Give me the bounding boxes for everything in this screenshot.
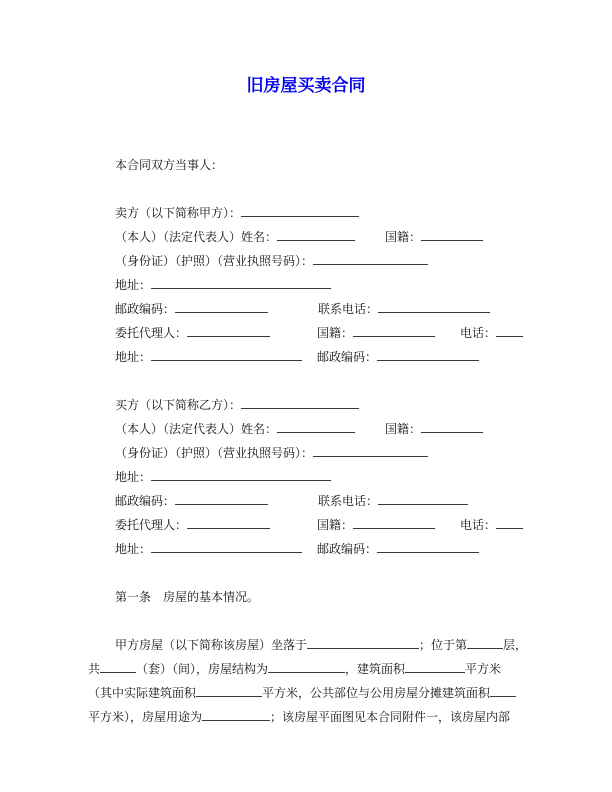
gap-spacer bbox=[435, 528, 460, 529]
blank-field bbox=[151, 348, 302, 361]
blank-field bbox=[378, 300, 490, 313]
text-segment: 本合同双方当事人： bbox=[115, 158, 224, 172]
blank-field bbox=[268, 660, 345, 673]
text-line bbox=[88, 297, 524, 321]
text-segment: ，建筑面积 bbox=[345, 662, 406, 676]
blank-field bbox=[467, 636, 503, 649]
blank-field bbox=[241, 396, 359, 409]
parties-intro bbox=[88, 153, 524, 177]
text-segment: 国籍： bbox=[385, 422, 422, 436]
blank-field bbox=[353, 324, 435, 337]
blank-field bbox=[277, 228, 355, 241]
text-segment: 平方米），房屋用途为 bbox=[88, 710, 203, 724]
article-1-body bbox=[88, 633, 528, 729]
text-line bbox=[88, 201, 524, 225]
blank-field bbox=[187, 516, 270, 529]
text-line bbox=[88, 393, 524, 417]
text-segment: 地址： bbox=[115, 278, 152, 292]
blank-field bbox=[187, 324, 270, 337]
text-line bbox=[88, 513, 524, 537]
blank-field bbox=[277, 420, 355, 433]
buyer-info bbox=[88, 393, 524, 561]
text-line bbox=[88, 321, 524, 345]
blank-field bbox=[196, 684, 262, 697]
blank-field bbox=[175, 300, 268, 313]
gap-spacer bbox=[435, 336, 460, 337]
text-segment: 平方米 bbox=[465, 662, 502, 676]
text-line bbox=[88, 249, 524, 273]
text-line bbox=[88, 273, 524, 297]
blank-field bbox=[202, 708, 270, 721]
text-segment: （身份证）（护照）（营业执照号码）： bbox=[115, 254, 314, 268]
text-segment: 地址： bbox=[115, 470, 152, 484]
gap-spacer bbox=[268, 312, 318, 313]
gap-spacer bbox=[270, 336, 317, 337]
text-segment: 层， bbox=[503, 638, 528, 652]
blank-field bbox=[175, 492, 268, 505]
text-segment: 电话： bbox=[460, 518, 497, 532]
text-segment: 地址： bbox=[115, 350, 152, 364]
blank-field bbox=[421, 420, 483, 433]
blank-field bbox=[378, 492, 468, 505]
text-segment: 平方米，公共部位与公用房屋分摊建筑面积 bbox=[262, 686, 491, 700]
text-line bbox=[88, 225, 524, 249]
text-segment: 邮政编码： bbox=[115, 494, 176, 508]
text-line bbox=[88, 585, 524, 609]
text-line bbox=[88, 537, 524, 561]
text-segment: 甲方房屋（以下简称该房屋）坐落于 bbox=[115, 638, 308, 652]
blank-field bbox=[307, 636, 419, 649]
blank-field bbox=[100, 660, 136, 673]
gap-spacer bbox=[355, 432, 385, 433]
text-segment: 邮政编码： bbox=[317, 350, 378, 364]
gap-spacer bbox=[268, 504, 318, 505]
text-segment: 地址： bbox=[115, 542, 152, 556]
blank-field bbox=[151, 540, 302, 553]
text-segment: ；位于第 bbox=[419, 638, 468, 652]
gap-spacer bbox=[270, 528, 317, 529]
text-segment: 国籍： bbox=[317, 518, 354, 532]
gap-spacer bbox=[302, 360, 317, 361]
blank-field bbox=[151, 468, 331, 481]
text-segment: （套）（间），房屋结构为 bbox=[136, 662, 269, 676]
text-segment: 邮政编码： bbox=[317, 542, 378, 556]
text-segment: （本人）（法定代表人）姓名： bbox=[115, 422, 278, 436]
blank-field bbox=[496, 516, 523, 529]
text-line bbox=[88, 681, 524, 705]
blank-field bbox=[353, 516, 435, 529]
text-segment: 邮政编码： bbox=[115, 302, 176, 316]
text-line bbox=[88, 153, 524, 177]
text-segment: 买方（以下简称乙方）： bbox=[115, 398, 242, 412]
text-line bbox=[88, 489, 524, 513]
gap-spacer bbox=[302, 552, 317, 553]
blank-field bbox=[151, 276, 331, 289]
document-title: 旧房屋买卖合同 bbox=[246, 76, 366, 95]
blank-field bbox=[377, 540, 479, 553]
text-segment: 委托代理人： bbox=[115, 518, 188, 532]
text-segment: 国籍： bbox=[317, 326, 354, 340]
seller-info bbox=[88, 201, 524, 369]
document-body bbox=[88, 153, 528, 729]
blank-field bbox=[405, 660, 465, 673]
gap-spacer bbox=[355, 240, 385, 241]
text-segment: ；该房屋平面图见本合同附件一，该房屋内部 bbox=[270, 710, 511, 724]
blank-field bbox=[377, 348, 479, 361]
blank-field bbox=[421, 228, 483, 241]
text-segment: （本人）（法定代表人）姓名： bbox=[115, 230, 278, 244]
text-line bbox=[88, 465, 524, 489]
text-line bbox=[88, 657, 524, 681]
text-line bbox=[88, 633, 528, 657]
blank-field bbox=[313, 252, 428, 265]
blank-field bbox=[496, 324, 523, 337]
text-line bbox=[88, 345, 524, 369]
article-1-heading bbox=[88, 585, 524, 609]
text-segment: 共 bbox=[88, 662, 101, 676]
text-line bbox=[88, 417, 524, 441]
text-segment: 国籍： bbox=[385, 230, 422, 244]
text-segment: 卖方（以下简称甲方）： bbox=[115, 206, 242, 220]
text-line bbox=[88, 441, 524, 465]
blank-field bbox=[313, 444, 428, 457]
text-segment: 电话： bbox=[460, 326, 497, 340]
text-segment: 联系电话： bbox=[318, 302, 379, 316]
text-segment: （身份证）（护照）（营业执照号码）： bbox=[115, 446, 314, 460]
text-segment: 联系电话： bbox=[318, 494, 379, 508]
blank-field bbox=[241, 204, 359, 217]
blank-field bbox=[490, 684, 516, 697]
text-line bbox=[88, 705, 524, 729]
text-segment: （其中实际建筑面积 bbox=[88, 686, 197, 700]
text-segment: 第一条 房屋的基本情况。 bbox=[115, 590, 260, 604]
text-segment: 委托代理人： bbox=[115, 326, 188, 340]
